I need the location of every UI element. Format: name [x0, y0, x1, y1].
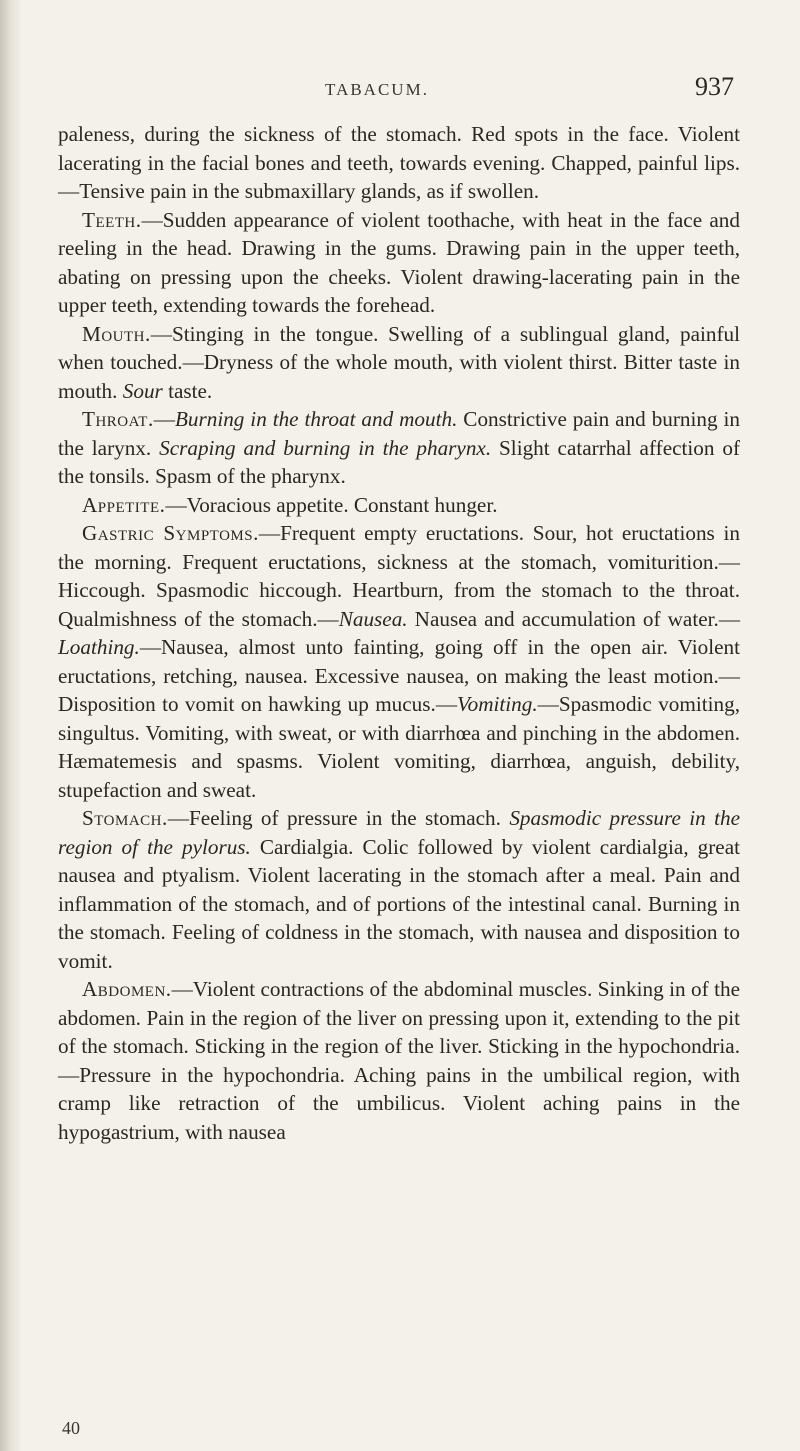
paragraph-text: —Frequent empty eructations. Sour, hot eructations in the morning. Frequent eructations, sickness at the stomach, vomiturition.—Hiccough. Spasmodic hiccough. Heartburn, from the stomach to the throat. Qualmishness of the stomach.—: [58, 521, 741, 631]
section-paragraph: [58, 405, 740, 491]
paragraph-text: —Stinging in the tongue. Swelling of a sublingual gland, painful when touched.—Dryness of the whole mouth, with violent thirst. Bitter taste in mouth.: [58, 321, 740, 403]
section-heading: Teeth.: [82, 207, 142, 232]
paragraph-text: —Sudden appearance of violent toothache, with heat in the face and reeling in the head. Drawing in the gums. Drawing pain in the upper teeth, abating on pressing upon the cheeks. Violent drawing-lacerating pain in the upper teeth, extending towards the forehead.: [58, 207, 740, 317]
continued-paragraph: [58, 120, 740, 206]
paragraph-text: taste.: [162, 378, 213, 403]
italic-text: Scraping and burning in the pharynx.: [159, 435, 492, 460]
signature-mark: 40: [62, 1418, 80, 1438]
paragraph-text: Slight catarrhal affection of the tonsils. Spasm of the pharynx.: [58, 435, 741, 488]
section-heading: Abdomen.: [82, 977, 172, 1001]
section-paragraph: [58, 206, 740, 320]
section-heading: Appetite.: [82, 492, 166, 517]
paragraph-text: —Nausea, almost unto fainting, going off in the open air. Violent eructations, retching, nausea. Excessive nausea, on making the least motion.—Disposition to vomit on hawking up mucus.—: [58, 635, 740, 716]
section-paragraph: [58, 804, 740, 975]
paragraph-text: —Voracious appetite. Constant hunger.: [165, 492, 498, 517]
body-text: [58, 120, 740, 1146]
paragraph-text: —: [153, 407, 175, 431]
section-heading: Throat.: [82, 407, 154, 431]
italic-text: Sour: [122, 378, 163, 403]
page-binding-edge: [0, 0, 22, 1451]
section-paragraph: [58, 320, 740, 406]
section-heading: Gastric Symptoms.: [82, 521, 259, 545]
paragraph-text: —Violent contractions of the abdominal muscles. Sinking in of the abdomen. Pain in the region of the liver on pressing upon it, extending to the pit of the stomach. Sticking in the region of the liver. Sticking in the hypochondria.—Pressure in the hypochondria. Aching pains in the umbilical region, with cramp like retraction of the umbilicus. Violent aching pains in the hypogastrium, with nausea: [58, 977, 740, 1144]
section-paragraph: [58, 975, 740, 1146]
section-heading: Stomach.: [82, 806, 168, 830]
section-heading: Mouth.: [82, 321, 151, 346]
italic-text: Vomiting.: [457, 692, 538, 716]
italic-text: Nausea.: [338, 606, 408, 631]
paragraph-text: —Feeling of pressure in the stomach.: [167, 806, 510, 830]
paragraph-text: —Spasmodic vomiting, singultus. Vomiting, with sweat, or with diarrhœa and pinching in the abdomen. Hæmatemesis and spasms. Violent vomiting, diarrhœa, anguish, debility, stupefaction and sweat.: [58, 692, 741, 802]
italic-text: Loathing.: [58, 635, 140, 659]
page-number: 937: [695, 72, 734, 101]
paragraph-text: Constrictive pain and burning in the larynx.: [58, 407, 740, 460]
paragraph-text: Cardialgia. Colic followed by violent cardialgia, great nausea and ptyalism. Violent lacerating in the stomach after a meal. Pain and inflammation of the stomach, and of portions of the intestinal canal. Burning in the stomach. Feeling of coldness in the stomach, with nausea and disposition to vomit.: [58, 834, 740, 973]
page-header: [0, 70, 800, 110]
italic-text: Burning in the throat and mouth.: [174, 407, 458, 431]
section-paragraph: [58, 491, 740, 520]
running-title: TABACUM.: [325, 80, 429, 99]
italic-text: Spasmodic pressure in the region of the pylorus.: [58, 806, 741, 859]
section-paragraph: [58, 519, 740, 804]
paragraph-text: paleness, during the sickness of the stomach. Red spots in the face. Violent lacerating in the facial bones and teeth, towards evening. Chapped, painful lips.—Tensive pain in the submaxillary glands, as if swollen.: [58, 122, 740, 203]
paragraph-text: Nausea and accumulation of water.—: [407, 606, 740, 631]
